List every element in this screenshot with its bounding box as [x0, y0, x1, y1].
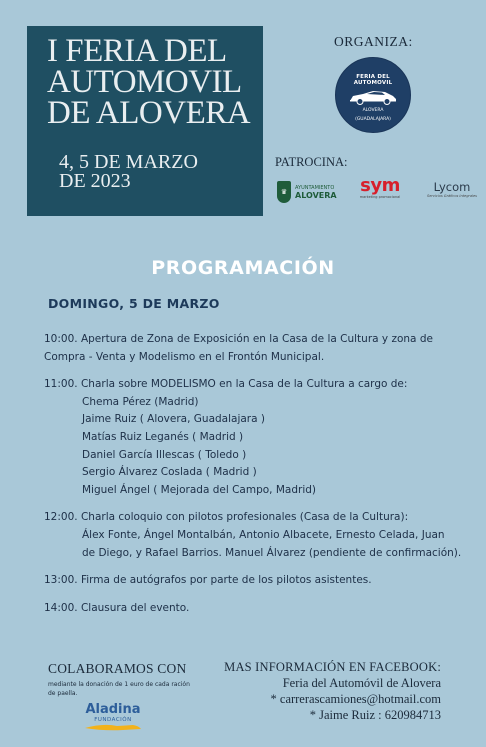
sponsor-sym	[355, 177, 405, 207]
lycom-logo: Lycom	[433, 180, 471, 194]
lycom-sub: Servicios Gráficos Integrales	[427, 194, 477, 198]
speaker-list	[44, 394, 474, 500]
day-heading: DOMINGO, 5 DE MARZO	[48, 296, 220, 311]
organizer-logo-sub1: ALOVERA	[362, 108, 384, 113]
shield-icon: ♛	[277, 181, 291, 203]
speaker: Matías Ruiz Leganés ( Madrid )	[82, 430, 244, 443]
speaker: Daniel García Illescas ( Toledo )	[82, 448, 247, 461]
car-icon	[347, 89, 399, 105]
item-text: Charla sobre MODELISMO en la Casa de la Cultura a cargo de:	[80, 378, 408, 391]
pilots-line: Álex Fonte, Ángel Montalbán, Antonio Albacete, Ernesto Celada, Juan	[82, 528, 445, 541]
schedule-item	[44, 509, 474, 562]
schedule-item	[44, 331, 474, 366]
schedule-item	[44, 600, 474, 618]
aladina-sub: FUNDACIÓN	[94, 717, 132, 723]
contact-email: * carrerascamiones@hotmail.com	[270, 692, 441, 706]
item-time: 10:00.	[44, 333, 78, 345]
item-time: 13:00.	[44, 574, 78, 587]
schedule	[44, 331, 474, 627]
sponsor-lycom	[426, 177, 478, 207]
speaker: Sergio Álvarez Coslada ( Madrid )	[82, 466, 257, 479]
event-title-box	[27, 26, 263, 216]
contact-phone: * Jaime Ruiz : 620984713	[309, 708, 441, 722]
date-line-2: DE 2023	[59, 170, 131, 192]
programacion-heading: PROGRAMACIÓN	[151, 257, 335, 279]
title-line-2: AUTOMOVIL	[47, 64, 242, 100]
title-line-3: DE ALOVERA	[47, 95, 251, 131]
sym-sub: marketing promocional	[359, 195, 401, 199]
speaker: Chema Pérez (Madrid)	[82, 395, 199, 408]
colaboramos-note: mediante la donación de 1 euro de cada ración de paella.	[48, 681, 190, 697]
colaboramos-heading: COLABORAMOS CON	[48, 661, 187, 676]
item-text: Clausura del evento.	[80, 601, 190, 614]
title-line-1: I FERIA DEL	[47, 33, 227, 69]
organizer-logo-sub2: (GUADALAJARA)	[355, 116, 391, 122]
speaker: Miguel Ángel ( Mejorada del Campo, Madrid)	[82, 483, 317, 496]
facebook-heading: MAS INFORMACIÓN EN FACEBOOK:	[224, 660, 441, 674]
facebook-info	[224, 660, 441, 723]
item-time: 11:00.	[44, 378, 78, 391]
item-text: Charla coloquio con pilotos profesionales (Casa de la Cultura):	[80, 511, 409, 524]
lamp-icon	[83, 723, 143, 731]
item-text: Firma de autógrafos por parte de los pilotos asistentes.	[80, 574, 372, 587]
item-text: Apertura de Zona de Exposición en la Casa de la Cultura y zona de	[80, 333, 433, 345]
schedule-item	[44, 376, 474, 499]
aladina-logo	[78, 703, 148, 735]
organizer-logo-title: FERIA DEL AUTOMOVIL	[353, 74, 393, 86]
item-time: 14:00.	[44, 601, 78, 614]
schedule-item	[44, 572, 474, 590]
organizer-logo	[335, 57, 411, 133]
patrocina-label: PATROCINA:	[275, 155, 348, 169]
ayto-line2: ALOVERA	[295, 190, 337, 200]
sponsor-ayuntamiento	[277, 177, 342, 207]
aladina-name: Aladina	[85, 702, 141, 717]
sym-logo: sym	[360, 175, 400, 196]
item-text-continued: Compra - Venta y Modelismo en el Frontón Municipal.	[44, 350, 325, 363]
ayto-line1: AYUNTAMIENTO	[295, 184, 335, 191]
speaker: Jaime Ruiz ( Alovera, Guadalajara )	[82, 413, 265, 426]
organiza-label: ORGANIZA:	[334, 34, 413, 49]
date-line-1: 4, 5 DE MARZO	[59, 151, 198, 173]
item-time: 12:00.	[44, 511, 78, 524]
facebook-page: Feria del Automóvil de Alovera	[282, 676, 441, 690]
pilots-line: de Diego, y Rafael Barrios. Manuel Álvarez (pendiente de confirmación).	[82, 546, 462, 559]
